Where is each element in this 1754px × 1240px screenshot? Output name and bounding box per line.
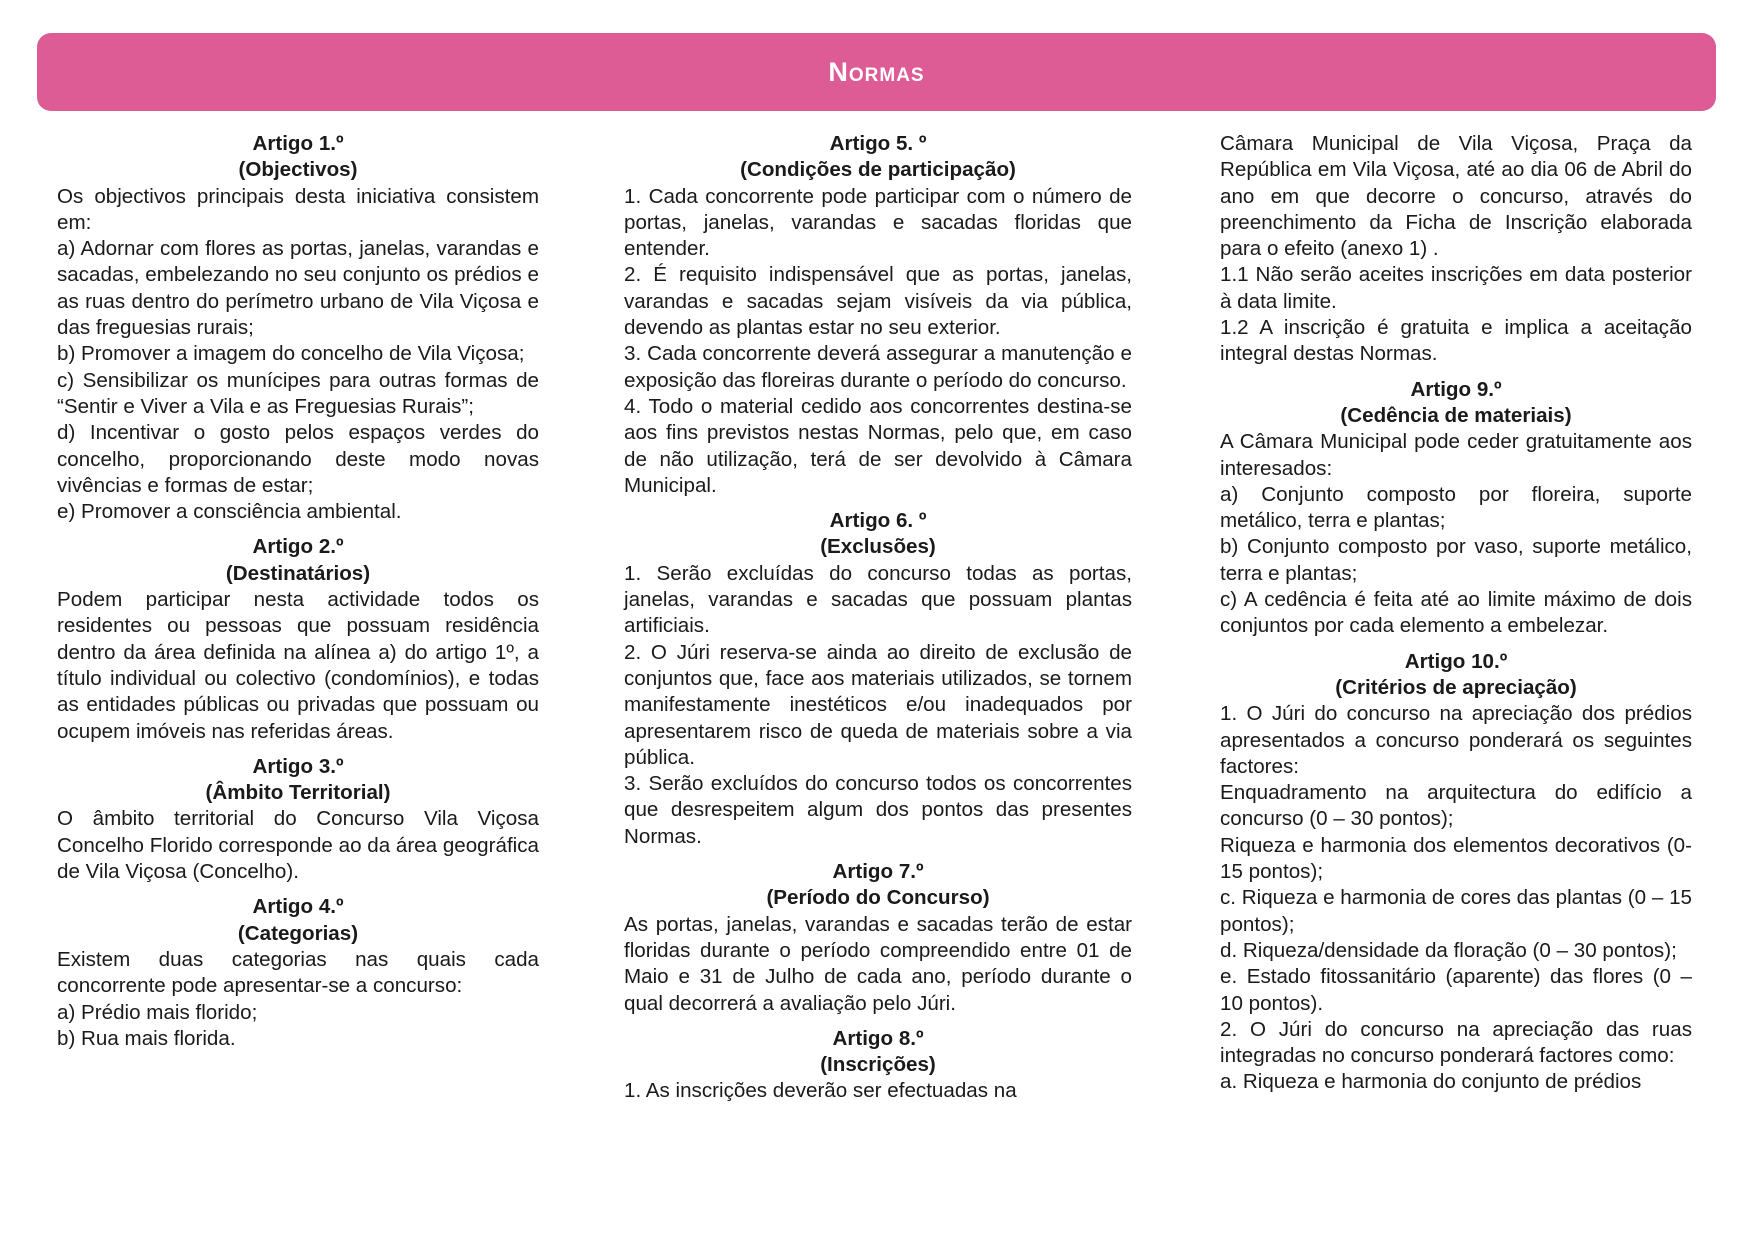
article: [624, 508, 1132, 850]
article-title: Artigo 3.º: [252, 754, 344, 778]
article-paragraph: As portas, janelas, varandas e sacadas terão de estar floridas durante o período compreendido entre 01 de Maio e 31 de Julho de cada ano, período durante o qual decorrerá a avaliação pelo Júri.: [624, 912, 1132, 1015]
article-title: Artigo 5. º: [829, 132, 927, 155]
article-subtitle: (Condições de participação): [740, 158, 1016, 182]
article-paragraph: Os objectivos principais desta iniciativa consistem em:: [57, 184, 539, 234]
article-paragraph: 1.1 Não serão aceites inscrições em data posterior à data limite.: [1220, 263, 1692, 313]
article-paragraph: 1. As inscrições deverão ser efectuadas na: [624, 1079, 1017, 1103]
article-paragraph: 1. Serão excluídas do concurso todas as portas, janelas, varandas e sacadas que possuam plantas artificiais.: [624, 561, 1132, 638]
article-paragraph: a) Conjunto composto por floreira, suporte metálico, terra e plantas;: [1220, 482, 1692, 533]
article-paragraph: Enquadramento na arquitectura do edifício a concurso (0 – 30 pontos);: [1220, 781, 1692, 831]
article: [57, 894, 539, 1052]
article-paragraph: 2. O Júri reserva-se ainda ao direito de exclusão de conjuntos que, face aos materiais utilizados, se tornem manifestamente inestéticos e/ou inadequados por apresentarem risco de queda de materiais sobre a via pública.: [624, 640, 1132, 769]
article-paragraph: a) Prédio mais florido;: [57, 1000, 258, 1024]
article-subtitle: (Período do Concurso): [766, 886, 990, 910]
column-1: [57, 131, 539, 1061]
article-paragraph: O âmbito territorial do Concurso Vila Viçosa Concelho Florido corresponde ao da área geográfica de Vila Viçosa (Concelho).: [57, 807, 539, 884]
article-subtitle: (Inscrições): [820, 1053, 936, 1077]
header-banner: [37, 33, 1716, 111]
article-subtitle: (Cedência de materiais): [1340, 403, 1572, 427]
article-paragraph: 1. O Júri do concurso na apreciação dos prédios apresentados a concurso ponderará os seguintes factores:: [1220, 702, 1692, 778]
article-subtitle: (Categorias): [237, 921, 359, 945]
article-paragraph: 2. O Júri do concurso na apreciação das ruas integradas no concurso ponderará factores como:: [1220, 1017, 1692, 1068]
article-paragraph: d) Incentivar o gosto pelos espaços verdes do concelho, proporcionando deste modo novas vivências e formas de estar;: [57, 421, 539, 497]
article-paragraph: c) Sensibilizar os munícipes para outras formas de “Sentir e Viver a Vila e as Freguesias Rurais”;: [57, 368, 539, 418]
article-subtitle: (Objectivos): [238, 158, 358, 182]
article-paragraph: e) Promover a consciência ambiental.: [57, 500, 402, 524]
article-paragraph: Câmara Municipal de Vila Viçosa, Praça da República em Vila Viçosa, até ao dia 06 de Abril do ano em que decorre o concurso, através do preenchimento da Ficha de Inscrição elaborada para o efeito (anexo 1) .: [1220, 132, 1692, 261]
article-subtitle: (Destinatários): [225, 561, 371, 585]
article-title: Artigo 6. º: [829, 509, 927, 533]
column-2: [624, 131, 1132, 1114]
article-paragraph: a. Riqueza e harmonia do conjunto de prédios: [1220, 1070, 1642, 1094]
article: [1220, 649, 1692, 1096]
article-paragraph: d. Riqueza/densidade da floração (0 – 30 pontos);: [1220, 938, 1677, 962]
article-paragraph: c) A cedência é feita até ao limite máximo de dois conjuntos por cada elemento a embelezar.: [1220, 588, 1692, 638]
article-paragraph: 2. É requisito indispensável que as portas, janelas, varandas e sacadas sejam visíveis da via pública, devendo as plantas estar no seu exterior.: [624, 263, 1132, 340]
page-title: Normas: [828, 56, 925, 87]
article-title: Artigo 10.º: [1404, 649, 1508, 673]
article-paragraph: 1.2 A inscrição é gratuita e implica a aceitação integral destas Normas.: [1220, 316, 1692, 366]
article: [57, 131, 539, 525]
article-paragraph: 3. Cada concorrente deverá assegurar a manutenção e exposição das floreiras durante o período do concurso.: [624, 342, 1132, 392]
article-title: Artigo 1.º: [252, 132, 344, 155]
article-paragraph: Podem participar nesta actividade todos os residentes ou pessoas que possuam residência dentro da área definida na alínea a) do artigo 1º, a título individual ou colectivo (condomínios), e todas as entidades públicas ou privadas que possuam ou ocupem imóveis nas referidas áreas.: [57, 588, 539, 743]
article-title: Artigo 2.º: [252, 535, 344, 559]
article-paragraph: a) Adornar com flores as portas, janelas, varandas e sacadas, embelezando no seu conjunto os prédios e as ruas dentro do perímetro urbano de Vila Viçosa e das freguesias rurais;: [57, 237, 539, 340]
article-paragraph: Riqueza e harmonia dos elementos decorativos (0-15 pontos);: [1220, 833, 1692, 884]
article-title: Artigo 8.º: [832, 1026, 924, 1050]
article: [1220, 131, 1692, 368]
article-paragraph: A Câmara Municipal pode ceder gratuitamente aos interesados:: [1220, 430, 1692, 480]
article-paragraph: c. Riqueza e harmonia de cores das plantas (0 – 15 pontos);: [1220, 886, 1692, 936]
article-paragraph: b) Rua mais florida.: [57, 1026, 236, 1050]
article-title: Artigo 7.º: [832, 860, 924, 884]
article: [57, 754, 539, 885]
article-paragraph: b) Promover a imagem do concelho de Vila Viçosa;: [57, 342, 525, 366]
article-paragraph: 3. Serão excluídos do concurso todos os concorrentes que desrespeitem algum dos pontos das presentes Normas.: [624, 772, 1132, 848]
article-title: Artigo 4.º: [252, 895, 344, 919]
article-paragraph: 1. Cada concorrente pode participar com o número de portas, janelas, varandas e sacadas floridas que entender.: [624, 184, 1132, 261]
article-paragraph: Existem duas categorias nas quais cada concorrente pode apresentar-se a concurso:: [57, 947, 539, 998]
article-paragraph: b) Conjunto composto por vaso, suporte metálico, terra e plantas;: [1220, 535, 1692, 585]
article: [624, 1026, 1132, 1105]
article-paragraph: e. Estado fitossanitário (aparente) das flores (0 – 10 pontos).: [1220, 965, 1692, 1015]
article: [624, 131, 1132, 499]
article-title: Artigo 9.º: [1410, 377, 1502, 401]
article: [624, 859, 1132, 1017]
article-subtitle: (Critérios de apreciação): [1335, 675, 1577, 699]
article-subtitle: (Exclusões): [820, 535, 936, 559]
article-subtitle: (Âmbito Territorial): [205, 781, 391, 805]
column-3: [1220, 131, 1692, 1105]
article: [1220, 377, 1692, 640]
article: [57, 534, 539, 744]
article-paragraph: 4. Todo o material cedido aos concorrentes destina-se aos fins previstos nestas Normas, pelo que, em caso de não utilização, terá de ser devolvido à Câmara Municipal.: [624, 394, 1132, 497]
